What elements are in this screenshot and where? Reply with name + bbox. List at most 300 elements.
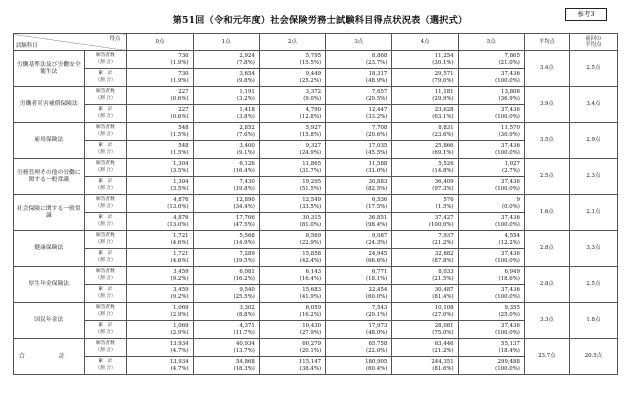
percent-value: (11.7%)	[233, 329, 255, 336]
cumulative-count-cell	[392, 357, 458, 375]
count-value: 15,858	[302, 251, 322, 258]
row-type-label-line: （割 合）	[95, 275, 116, 281]
count-value: 9,355	[504, 305, 520, 312]
previous-average-score: 2.5点	[569, 267, 617, 303]
percent-value: (3.5%)	[170, 185, 189, 192]
cumulative-count-cell	[458, 213, 524, 231]
subject-name: 労務管理その他の労働に関する一般常識	[14, 159, 85, 195]
percent-value: (1.5%)	[435, 203, 454, 210]
count-value: 227	[178, 89, 189, 96]
previous-average-score: 2.9点	[569, 123, 617, 159]
percent-value: (4.7%)	[170, 365, 189, 372]
examinee-count-cell	[458, 339, 524, 357]
count-value: 6,536	[371, 197, 388, 204]
count-value: 1,418	[239, 107, 255, 114]
row-type-label-line: （割 合）	[95, 221, 116, 227]
score-header: 3点	[326, 34, 392, 51]
count-value: 4,876	[173, 197, 189, 204]
percent-value: (0.0%)	[501, 203, 520, 210]
percent-value: (20.5%)	[366, 95, 388, 102]
percent-value: (23.6%)	[432, 131, 454, 138]
row-type-label	[84, 303, 127, 321]
examinee-count-cell	[392, 159, 458, 177]
count-value: 2,924	[239, 53, 255, 60]
percent-value: (81.4%)	[432, 293, 454, 300]
count-value: 37,436	[501, 179, 520, 186]
examinee-count-cell	[458, 195, 524, 213]
row-type-label	[84, 87, 127, 105]
percent-value: (1.5%)	[170, 131, 189, 138]
percent-value: (60.0%)	[366, 293, 388, 300]
average-score: 1.6点	[524, 195, 569, 231]
count-value: 37,436	[501, 215, 520, 222]
count-value: 63,446	[434, 341, 454, 348]
cumulative-count-cell	[259, 249, 325, 267]
count-value: 18,317	[368, 71, 388, 78]
percent-value: (27.0%)	[432, 311, 454, 318]
row-type-label-line: （割 合）	[95, 347, 116, 353]
table-row	[14, 231, 618, 249]
prev-avg-header: 前回の 平均点	[569, 34, 617, 51]
examinee-count-cell	[259, 87, 325, 105]
percent-value: (9.0%)	[303, 95, 322, 102]
cumulative-count-cell	[193, 105, 259, 123]
average-score: 23.7点	[524, 339, 569, 375]
row-type-label	[84, 51, 127, 69]
cumulative-count-cell	[193, 213, 259, 231]
table-row	[14, 303, 618, 321]
percent-value: (17.5%)	[366, 203, 388, 210]
count-value: 4,876	[173, 215, 189, 222]
cumulative-count-cell	[127, 357, 193, 375]
percent-value: (20.6%)	[366, 131, 388, 138]
cumulative-count-cell	[326, 249, 392, 267]
count-value: 1,069	[173, 323, 189, 330]
subject-name: 国民年金法	[14, 303, 85, 339]
cumulative-count-cell	[127, 105, 193, 123]
row-type-label-line: （割 合）	[95, 239, 116, 245]
percent-value: (1.9%)	[170, 77, 189, 84]
subject-name: 社会保険に関する一般常識	[14, 195, 85, 231]
table-row	[14, 87, 618, 105]
count-value: 7,865	[504, 53, 520, 60]
cumulative-count-cell	[392, 177, 458, 195]
percent-value: (2.9%)	[170, 311, 189, 318]
percent-value: (79.0%)	[432, 77, 454, 84]
count-value: 3,459	[173, 269, 189, 276]
percent-value: (25.0%)	[498, 311, 520, 318]
examinee-count-cell	[193, 339, 259, 357]
examinee-count-cell	[326, 123, 392, 141]
percent-value: (75.0%)	[432, 329, 454, 336]
examinee-count-cell	[458, 231, 524, 249]
cumulative-count-cell	[458, 105, 524, 123]
previous-average-score: 3.3点	[569, 231, 617, 267]
examinee-count-cell	[127, 195, 193, 213]
percent-value: (30.1%)	[432, 59, 454, 66]
count-value: 11,254	[434, 53, 454, 60]
count-value: 6,081	[239, 269, 255, 276]
row-type-label	[84, 339, 127, 357]
count-value: 15,683	[302, 287, 322, 294]
cumulative-count-cell	[392, 285, 458, 303]
percent-value: (100.0%)	[495, 113, 520, 120]
count-value: 7,937	[438, 233, 454, 240]
count-value: 3,459	[173, 287, 189, 294]
examinee-count-cell	[392, 267, 458, 285]
row-type-label-line: （割 合）	[95, 113, 116, 119]
count-value: 5,927	[305, 125, 322, 132]
percent-value: (7.6%)	[236, 131, 255, 138]
count-value: 244,351	[431, 359, 454, 366]
cumulative-count-cell	[326, 213, 392, 231]
row-type-label	[84, 123, 127, 141]
percent-value: (87.8%)	[432, 257, 454, 264]
examinee-count-cell	[458, 159, 524, 177]
count-value: 6,949	[504, 269, 520, 276]
count-value: 4,554	[504, 233, 520, 240]
cumulative-count-cell	[259, 69, 325, 87]
examinee-count-cell	[259, 267, 325, 285]
corner-score-label: 得点	[109, 36, 121, 42]
count-value: 3,400	[239, 143, 255, 150]
percent-value: (38.4%)	[299, 365, 322, 372]
percent-value: (2.9%)	[170, 329, 189, 336]
percent-value: (16.2%)	[299, 311, 322, 318]
examinee-count-cell	[326, 195, 392, 213]
percent-value: (98.4%)	[366, 221, 388, 228]
corner-subject-label: 試験科目	[16, 42, 38, 49]
cumulative-count-cell	[458, 141, 524, 159]
count-value: 6,059	[305, 305, 322, 312]
count-value: 23,628	[434, 107, 454, 114]
average-score: 2.8点	[524, 267, 569, 303]
count-value: 12,549	[302, 197, 322, 204]
cumulative-count-cell	[458, 177, 524, 195]
row-type-label-line: 解答者数	[96, 125, 115, 131]
cumulative-count-cell	[259, 285, 325, 303]
row-type-label-line: （割 合）	[95, 185, 116, 191]
examinee-count-cell	[458, 51, 524, 69]
cumulative-count-cell	[392, 213, 458, 231]
previous-average-score: 2.5点	[569, 51, 617, 87]
percent-value: (100.0%)	[495, 257, 520, 264]
row-type-label-line: （割 合）	[95, 203, 116, 209]
row-type-label-line: 解答者数	[96, 53, 115, 59]
score-table	[13, 33, 618, 375]
examinee-count-cell	[392, 123, 458, 141]
percent-value: (13.7%)	[233, 347, 255, 354]
examinee-count-cell	[193, 303, 259, 321]
percent-value: (1.9%)	[170, 59, 189, 66]
count-value: 30,315	[302, 215, 322, 222]
count-value: 5,568	[239, 233, 255, 240]
row-type-label	[84, 321, 127, 339]
cumulative-count-cell	[392, 105, 458, 123]
cumulative-count-cell	[458, 321, 524, 339]
avg-header: 平均点	[524, 34, 569, 51]
cumulative-count-cell	[193, 141, 259, 159]
cumulative-count-cell	[458, 285, 524, 303]
row-type-label-line: （割 合）	[95, 311, 116, 317]
count-value: 17,035	[368, 143, 388, 150]
percent-value: (13.0%)	[167, 221, 189, 228]
percent-value: (60.4%)	[366, 365, 388, 372]
row-type-label-line: 累 計	[98, 107, 113, 113]
examinee-count-cell	[326, 51, 392, 69]
row-type-label	[84, 213, 127, 231]
count-value: 4,790	[305, 107, 322, 114]
count-value: 54,868	[235, 359, 255, 366]
previous-average-score: 20.5点	[569, 339, 617, 375]
percent-value: (48.9%)	[366, 77, 388, 84]
examinee-count-cell	[392, 231, 458, 249]
cumulative-count-cell	[326, 321, 392, 339]
count-value: 576	[443, 197, 454, 204]
count-value: 22,454	[368, 287, 388, 294]
percent-value: (21.2%)	[432, 239, 454, 246]
row-type-label-line: 解答者数	[96, 305, 115, 311]
cumulative-count-cell	[326, 357, 392, 375]
count-value: 8,033	[438, 269, 454, 276]
examinee-count-cell	[326, 303, 392, 321]
subject-name: 労働基準法及び労働安全衛生法	[14, 51, 85, 87]
total-row	[14, 339, 618, 357]
examinee-count-cell	[193, 159, 259, 177]
percent-value: (20.1%)	[299, 347, 322, 354]
percent-value: (16.4%)	[299, 275, 322, 282]
cumulative-count-cell	[326, 69, 392, 87]
percent-value: (22.9%)	[299, 239, 322, 246]
row-type-label-line: 解答者数	[96, 197, 115, 203]
count-value: 19,295	[302, 179, 322, 186]
percent-value: (18.4%)	[498, 347, 520, 354]
table-row	[14, 123, 618, 141]
count-value: 9,327	[305, 143, 322, 150]
row-type-label-line: （割 合）	[95, 95, 116, 101]
row-type-label-line: 解答者数	[96, 269, 115, 275]
percent-value: (0.6%)	[170, 113, 189, 120]
cumulative-count-cell	[127, 177, 193, 195]
count-value: 30,487	[434, 287, 454, 294]
score-header: 1点	[193, 34, 259, 51]
cumulative-count-cell	[326, 105, 392, 123]
examinee-count-cell	[127, 303, 193, 321]
percent-value: (66.6%)	[366, 257, 388, 264]
examinee-count-cell	[193, 51, 259, 69]
percent-value: (16.4%)	[233, 167, 255, 174]
percent-value: (7.8%)	[236, 59, 255, 66]
percent-value: (4.6%)	[170, 239, 189, 246]
count-value: 11,588	[368, 161, 388, 168]
examinee-count-cell	[259, 303, 325, 321]
percent-value: (100.0%)	[495, 185, 520, 192]
row-type-label-line: （割 合）	[95, 77, 116, 83]
percent-value: (23.7%)	[366, 59, 388, 66]
average-score: 3.4点	[524, 51, 569, 87]
cumulative-count-cell	[193, 69, 259, 87]
percent-value: (19.8%)	[233, 185, 255, 192]
count-value: 37,436	[501, 107, 520, 114]
cumulative-count-cell	[259, 357, 325, 375]
count-value: 17,973	[368, 323, 388, 330]
count-value: 548	[178, 125, 189, 132]
percent-value: (34.4%)	[233, 203, 255, 210]
cumulative-count-cell	[127, 213, 193, 231]
count-value: 3,302	[239, 305, 255, 312]
count-value: 55,137	[501, 341, 520, 348]
count-value: 36,851	[368, 215, 388, 222]
examinee-count-cell	[458, 87, 524, 105]
count-value: 37,436	[501, 143, 520, 150]
percent-value: (31.7%)	[299, 167, 322, 174]
count-value: 730	[178, 53, 189, 60]
count-value: 7,430	[239, 179, 255, 186]
count-value: 9,087	[371, 233, 388, 240]
examinee-count-cell	[392, 51, 458, 69]
examinee-count-cell	[193, 87, 259, 105]
row-type-label-line: 累 計	[98, 251, 113, 257]
percent-value: (21.5%)	[432, 275, 454, 282]
table-row	[14, 51, 618, 69]
count-value: 65,758	[368, 341, 388, 348]
page-title: 第51回（令和元年度）社会保険労務士試験科目得点状況表（選択式）	[172, 15, 468, 26]
row-type-label-line: （割 合）	[95, 59, 116, 65]
count-value: 1,721	[173, 251, 189, 258]
examinee-count-cell	[127, 123, 193, 141]
examinee-count-cell	[392, 303, 458, 321]
cumulative-count-cell	[193, 357, 259, 375]
examinee-count-cell	[259, 51, 325, 69]
reference-badge: 参考3	[565, 8, 607, 21]
examinee-count-cell	[259, 339, 325, 357]
percent-value: (4.6%)	[170, 257, 189, 264]
examinee-count-cell	[127, 339, 193, 357]
subject-name: 健康保険法	[14, 231, 85, 267]
percent-value: (4.7%)	[170, 347, 189, 354]
count-value: 32,882	[434, 251, 454, 258]
score-header: 4点	[392, 34, 458, 51]
count-value: 8,831	[438, 125, 454, 132]
count-value: 12,890	[235, 197, 255, 204]
count-value: 6,143	[305, 269, 322, 276]
cumulative-count-cell	[259, 141, 325, 159]
percent-value: (30.9%)	[498, 131, 520, 138]
percent-value: (14.8%)	[432, 167, 454, 174]
percent-value: (100.0%)	[495, 365, 520, 372]
count-value: 36,409	[434, 179, 454, 186]
examinee-count-cell	[458, 303, 524, 321]
count-value: 13,808	[501, 89, 520, 96]
examinee-count-cell	[127, 267, 193, 285]
header-row	[14, 34, 618, 51]
count-value: 115,147	[298, 359, 322, 366]
average-score: 3.9点	[524, 87, 569, 123]
examinee-count-cell	[392, 87, 458, 105]
examinee-count-cell	[326, 159, 392, 177]
percent-value: (33.5%)	[299, 203, 322, 210]
cumulative-count-cell	[127, 141, 193, 159]
cumulative-count-cell	[259, 321, 325, 339]
percent-value: (100.0%)	[495, 329, 520, 336]
examinee-count-cell	[127, 231, 193, 249]
cumulative-count-cell	[392, 141, 458, 159]
examinee-count-cell	[193, 267, 259, 285]
examinee-count-cell	[326, 231, 392, 249]
average-score: 2.8点	[524, 231, 569, 267]
count-value: 7,289	[239, 251, 255, 258]
percent-value: (16.2%)	[233, 275, 255, 282]
count-value: 730	[178, 71, 189, 78]
percent-value: (82.5%)	[366, 185, 388, 192]
percent-value: (27.9%)	[299, 329, 322, 336]
count-value: 3,372	[305, 89, 322, 96]
count-value: 299,488	[497, 359, 520, 366]
cumulative-count-cell	[458, 357, 524, 375]
examinee-count-cell	[392, 339, 458, 357]
examinee-count-cell	[326, 87, 392, 105]
percent-value: (13.0%)	[167, 203, 189, 210]
row-type-label-line: 累 計	[98, 143, 113, 149]
row-type-label	[84, 357, 127, 375]
count-value: 40,934	[235, 341, 255, 348]
count-value: 11,865	[302, 161, 322, 168]
count-value: 1,304	[173, 179, 189, 186]
percent-value: (69.1%)	[432, 149, 454, 156]
percent-value: (18.6%)	[498, 275, 520, 282]
table-row	[14, 195, 618, 213]
count-value: 25,866	[434, 143, 454, 150]
score-header: 0点	[127, 34, 193, 51]
row-type-label	[84, 159, 127, 177]
count-value: 12,447	[368, 107, 388, 114]
row-type-label-line: 解答者数	[96, 233, 115, 239]
percent-value: (1.5%)	[170, 149, 189, 156]
row-type-label-line: （割 合）	[95, 167, 116, 173]
corner-header	[14, 34, 127, 51]
percent-value: (3.8%)	[236, 113, 255, 120]
examinee-count-cell	[458, 123, 524, 141]
cumulative-count-cell	[193, 285, 259, 303]
cumulative-count-cell	[458, 249, 524, 267]
row-type-label-line: 累 計	[98, 323, 113, 329]
percent-value: (20.1%)	[366, 311, 388, 318]
average-score: 3.5点	[524, 123, 569, 159]
average-score: 2.5点	[524, 159, 569, 195]
row-type-label-line: 累 計	[98, 215, 113, 221]
table-row	[14, 159, 618, 177]
percent-value: (51.5%)	[299, 185, 322, 192]
percent-value: (24.9%)	[299, 149, 322, 156]
row-type-label-line: （割 合）	[95, 149, 116, 155]
count-value: 11,570	[501, 125, 520, 132]
count-value: 11,181	[434, 89, 454, 96]
percent-value: (100.0%)	[495, 293, 520, 300]
examinee-count-cell	[326, 267, 392, 285]
count-value: 1,191	[239, 89, 255, 96]
count-value: 37,436	[501, 71, 520, 78]
count-value: 37,436	[501, 287, 520, 294]
percent-value: (3.2%)	[236, 95, 255, 102]
row-type-label-line: 累 計	[98, 179, 113, 185]
percent-value: (25.2%)	[299, 77, 322, 84]
percent-value: (47.5%)	[233, 221, 255, 228]
percent-value: (9.2%)	[170, 275, 189, 282]
percent-value: (24.3%)	[366, 239, 388, 246]
percent-value: (9.2%)	[170, 293, 189, 300]
examinee-count-cell	[193, 195, 259, 213]
row-type-label-line: （割 合）	[95, 329, 116, 335]
